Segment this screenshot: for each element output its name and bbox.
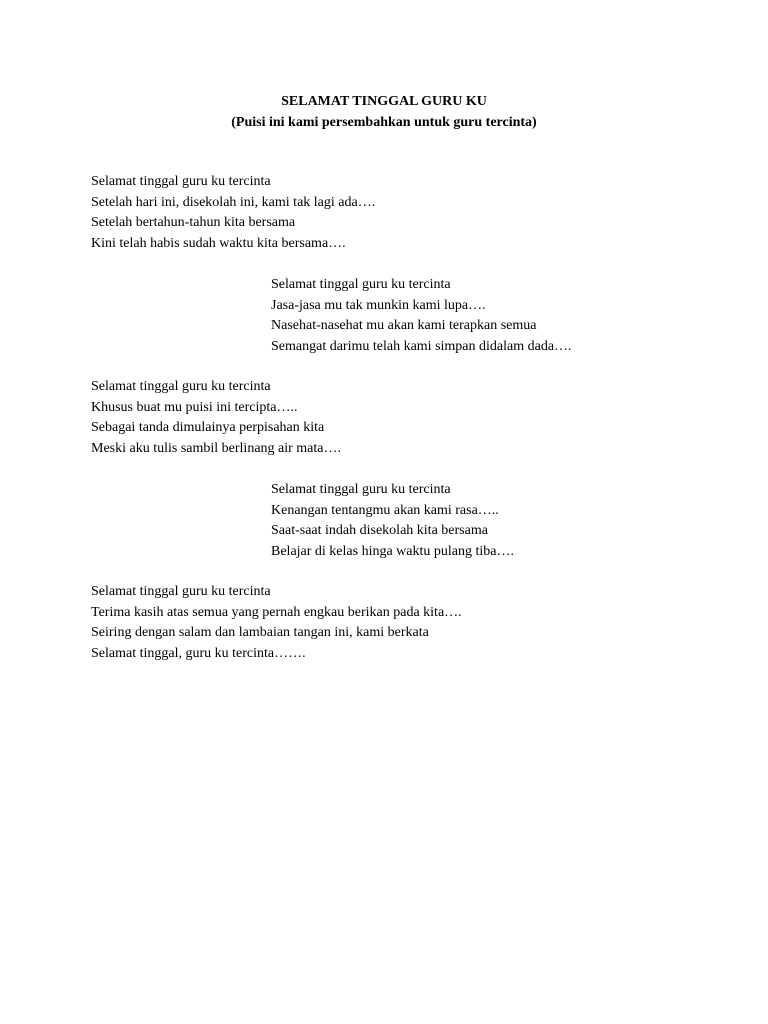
stanza-line: Selamat tinggal guru ku tercinta bbox=[91, 584, 271, 599]
title-block bbox=[0, 91, 768, 133]
stanza-line: Meski aku tulis sambil berlinang air mata…. bbox=[91, 440, 342, 456]
stanza-2 bbox=[271, 275, 572, 357]
stanza-line: Semangat darimu telah kami simpan didalam dada…. bbox=[271, 338, 572, 354]
stanza-line: Kenangan tentangmu akan kami rasa….. bbox=[271, 502, 499, 518]
stanza-line: Nasehat-nasehat mu akan kami terapkan semua bbox=[271, 318, 537, 334]
stanza-line: Terima kasih atas semua yang pernah engkau berikan pada kita…. bbox=[91, 604, 462, 620]
stanza-1 bbox=[91, 172, 375, 254]
stanza-line: Selamat tinggal guru ku tercinta bbox=[271, 482, 451, 497]
poem-subtitle: (Puisi ini kami persembahkan untuk guru tercinta) bbox=[231, 115, 537, 130]
stanza-line: Selamat tinggal guru ku tercinta bbox=[91, 379, 271, 394]
poem-title: SELAMAT TINGGAL GURU KU bbox=[281, 94, 487, 109]
stanza-line: Jasa-jasa mu tak munkin kami lupa…. bbox=[271, 297, 486, 313]
stanza-line: Kini telah habis sudah waktu kita bersama…. bbox=[91, 235, 346, 251]
stanza-line: Belajar di kelas hinga waktu pulang tiba…. bbox=[271, 543, 514, 559]
stanza-line: Selamat tinggal guru ku tercinta bbox=[91, 174, 271, 189]
stanza-5 bbox=[91, 582, 462, 664]
stanza-line: Selamat tinggal guru ku tercinta bbox=[271, 277, 451, 292]
stanza-4 bbox=[271, 480, 514, 562]
stanza-line: Setelah bertahun-tahun kita bersama bbox=[91, 215, 296, 231]
stanza-line: Selamat tinggal, guru ku tercinta……. bbox=[91, 645, 306, 661]
stanza-3 bbox=[91, 377, 341, 459]
stanza-line: Seiring dengan salam dan lambaian tangan ini, kami berkata bbox=[91, 625, 429, 641]
stanza-line: Khusus buat mu puisi ini tercipta….. bbox=[91, 399, 298, 415]
stanza-line: Setelah hari ini, disekolah ini, kami tak lagi ada…. bbox=[91, 194, 376, 210]
stanza-line: Sebagai tanda dimulainya perpisahan kita bbox=[91, 420, 325, 436]
stanza-line: Saat-saat indah disekolah kita bersama bbox=[271, 523, 488, 539]
